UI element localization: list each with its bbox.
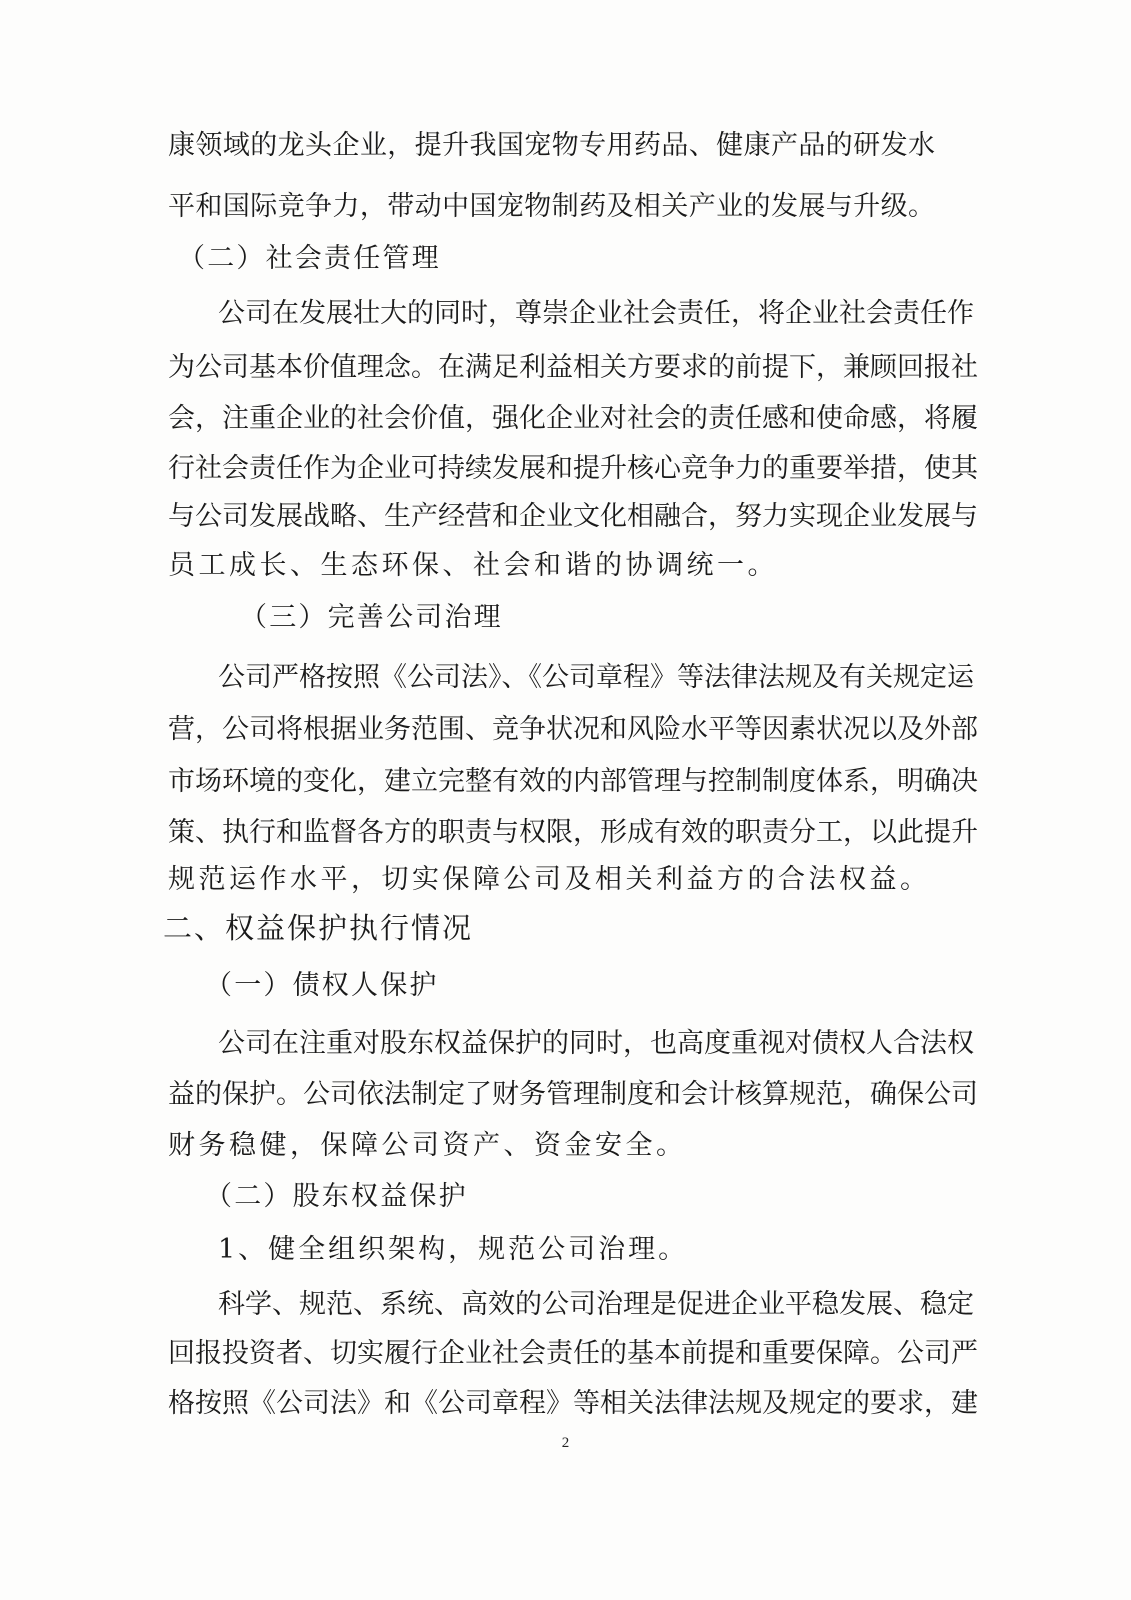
body-text-line: 会，注重企业的社会价值，强化企业对社会的责任感和使命感，将履 — [168, 403, 978, 434]
body-text-line: 格按照《公司法》和《公司章程》等相关法律法规及规定的要求，建 — [168, 1388, 978, 1419]
chapter-heading: 二、权益保护执行情况 — [163, 911, 474, 945]
body-text-line: 营，公司将根据业务范围、竞争状况和风险水平等因素状况以及外部 — [168, 714, 978, 745]
section-heading: （一）债权人保护 — [205, 970, 439, 1001]
page-number: 2 — [561, 1435, 570, 1451]
paragraph-first-line: 公司在注重对股东权益保护的同时，也高度重视对债权人合法权 — [218, 1028, 974, 1059]
body-text-line: 回报投资者、切实履行企业社会责任的基本前提和重要保障。公司严 — [168, 1338, 978, 1369]
section-heading: （二）股东权益保护 — [205, 1181, 468, 1212]
section-heading: （三）完善公司治理 — [240, 602, 503, 633]
body-text-line: 康领域的龙头企业，提升我国宠物专用药品、健康产品的研发水 — [168, 130, 935, 161]
paragraph-first-line: 公司严格按照《公司法》、《公司章程》等法律法规及有关规定运 — [218, 662, 974, 693]
body-text-line: 市场环境的变化，建立完整有效的内部管理与控制制度体系，明确决 — [168, 766, 978, 797]
section-heading: （二）社会责任管理 — [178, 243, 441, 274]
body-text-line: 与公司发展战略、生产经营和企业文化相融合，努力实现企业发展与 — [168, 501, 978, 532]
body-text-line: 规范运作水平，切实保障公司及相关利益方的合法权益。 — [168, 864, 931, 895]
paragraph-first-line: 科学、规范、系统、高效的公司治理是促进企业平稳发展、稳定 — [218, 1289, 974, 1320]
body-text-line: 策、执行和监督各方的职责与权限，形成有效的职责分工，以此提升 — [168, 817, 978, 848]
body-text-line: 平和国际竞争力，带动中国宠物制药及相关产业的发展与升级。 — [168, 191, 935, 222]
body-text-line: 行社会责任作为企业可持续发展和提升核心竞争力的重要举措，使其 — [168, 453, 978, 484]
subsection-heading: 1、健全组织架构，规范公司治理。 — [218, 1234, 689, 1265]
body-text-line: 员工成长、生态环保、社会和谐的协调统一。 — [168, 550, 778, 581]
body-text-line: 为公司基本价值理念。在满足利益相关方要求的前提下，兼顾回报社 — [168, 352, 978, 383]
body-text-line: 益的保护。公司依法制定了财务管理制度和会计核算规范，确保公司 — [168, 1079, 978, 1110]
body-text-line: 财务稳健，保障公司资产、资金安全。 — [168, 1130, 687, 1161]
paragraph-first-line: 公司在发展壮大的同时，尊崇企业社会责任，将企业社会责任作 — [218, 298, 974, 329]
